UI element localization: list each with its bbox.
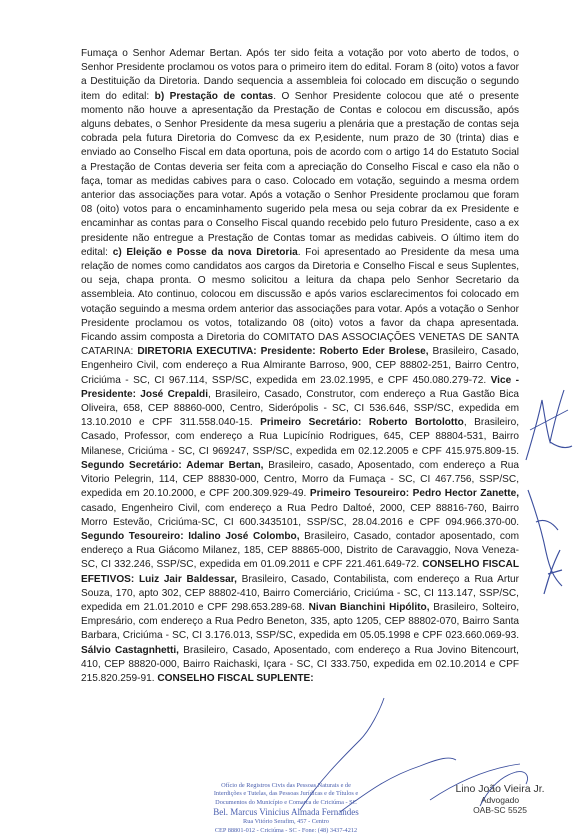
stamp-line-1: Ofício de Registros Civis das Pessoas Naturais e de bbox=[221, 782, 351, 789]
bold-run: Segundo Secretário: Ademar Bertan, bbox=[81, 459, 264, 471]
text-run: Brasileiro, Solteiro, Empresário, com endereço a Rua Pedro Beneton, 335, apto 1205, CEP 88802-070, Bairro Santa Barbara, Criciúma - SC, CI 3.176.013, SSP/SC, expedida em 05.05.1998 e CPF 023.660.069-93. bbox=[81, 601, 519, 642]
text-run: Brasileiro, Casado, contador aposentado, com endereço a Rua Giácomo Milanez, 185, CEP 88865-000, Distrito de Caravaggio, Nova Veneza-SC, CI 332.246, SSP/SC, expedida em 01.09.2011 e CPF 221.461.649-72. bbox=[81, 530, 519, 571]
bold-run: Sálvio Castagnhetti, bbox=[81, 644, 179, 656]
bold-run: c) Eleição e Posse da nova Diretoria bbox=[112, 246, 298, 258]
lawyer-name: Lino João Vieira Jr. bbox=[455, 783, 545, 795]
margin-signature-1 bbox=[520, 380, 576, 470]
bold-run: Nivan Bianchini Hipólito, bbox=[308, 601, 430, 613]
signature-scribble bbox=[280, 680, 540, 820]
bold-run: Primeiro Secretário: Roberto Bortolotto bbox=[260, 417, 464, 429]
bold-run: DIRETORIA EXECUTIVA: Presidente: Roberto Eder Brolese, bbox=[137, 346, 429, 358]
stamp-contact: CEP 88801-012 - Criciúma - SC - Fone: (48) 3437-4212 bbox=[214, 826, 358, 834]
bold-run: CONSELHO FISCAL EFETIVOS: Luiz Jair Baldessar, bbox=[81, 559, 520, 585]
bold-run: Segundo Tesoureiro: Idalino José Colombo, bbox=[81, 530, 300, 542]
bold-run: CONSELHO FISCAL SUPLENTE: bbox=[157, 672, 314, 684]
text-run: Brasileiro, casado, Aposentado, com endereço a Rua Vitorio Pelegrin, 114, CEP 88830-000, Centro, Morro da Fumaça - SC, CI 467.756, SSP/SC, expedida em 20.10.2000, e CPF 200.309.929-49. bbox=[81, 459, 519, 500]
text-run: Fumaça o Senhor Ademar Bertan. Após ter sido feita a votação por voto aberto de todos, o Senhor Presidente proclamou os votos para o primeiro item do edital. Foram 8 (oito) votos a favor a Destituição da Diretoria. Dando sequencia a assembleia foi colocado em discução o segundo item do edital: bbox=[81, 48, 519, 102]
lawyer-oab: OAB-SC 5525 bbox=[473, 805, 527, 815]
text-run: . O Senhor Presidente colocou que até o presente momento não houve a apresentação da Prestação de Contas e colocou em discussão, após alguns debates, o Senhor Presidente da mesa sugeriu a plenária que a prestação de contas seja cobrada pela futura Diretoria do Comvesc da ex P,esidente, num prazo de 30 (trinta) dias e enviado ao Conselho Fiscal em data oportuna, pois de acordo com o artigo 14 do Estatuto Social a Prestação de Contas deveria ser feita com a apreciação do Conselho Fiscal e caso ela não o faça, tomar as medidas cabives para o caso. Colocado em votação, seguindo a mesma ordem anterior das associações para votar. Após a votação o Senhor Presidente proclamou que foram 08 (oito) votos para o encaminhamento sugerido pela mesa ou seja cobrar da ex Presidente e encaminhar as contas para o Conselho Fiscal quando recebido pelo futuro Presidente, caso a ex presidente não entregue a Prestação de Contas tomar as medidas cabiveis. O último item do edital: bbox=[81, 90, 519, 258]
bold-run: Vice - Presidente: José Crepaldi bbox=[81, 374, 520, 400]
text-run: Brasileiro, Casado, Aposentado, com endereço a Rua Jovino Bitencourt, 410, CEP 88820-000, Bairro Raichaski, Içara - SC, CI 333.750, expedida em 02.10.2014 e CPF 215.820.259-91. bbox=[81, 644, 519, 684]
bold-run: Primeiro Tesoureiro: Pedro Hector Zanette, bbox=[309, 488, 519, 500]
margin-initial-mark bbox=[538, 540, 568, 600]
stamp-officer-name: Bel. Marcus Vinicius Almada Fernandes bbox=[213, 807, 359, 818]
stamp-line-2: Interdições e Tutelas, das Pessoas Jurídicas e de Títulos e bbox=[213, 790, 359, 798]
text-run: , Brasileiro, Casado, Construtor, com endereço a Rua Gastão Bica Oliveira, 658, CEP 88860-000, Centro, Siderópolis - SC, CI 536.646, SSP/SC, expedida em 13.10.2010 e CPF 311.558.040-15. bbox=[81, 388, 519, 429]
stamp-address: Rua Vitório Serafim, 457 - Centro bbox=[243, 818, 329, 826]
minutes-paragraph bbox=[81, 47, 519, 686]
lawyer-title: Advogado bbox=[480, 795, 520, 805]
text-run: , Brasileiro, Casado, Professor, com endereço a Rua Lupicínio Rodrigues, 645, CEP 88804-531, Bairro Milanese, Criciúma - SC, CI 969247, SSP/SC, expedida em 02.12.2005 e CPF 415.975.809-15. bbox=[81, 417, 520, 457]
text-run: Brasileiro, Casado, Contabilista, com endereço a Rua Artur Souza, 170, apto 302, CEP 88802-410, Bairro Comerciário, Criciúma - SC, CI 113.147, SSP/SC, expedida em 21.01.2010 e CPF 298.653.289-68. bbox=[81, 573, 519, 613]
text-run: . Foi apresentado ao Presidente da mesa uma relação de nomes como candidatos aos cargos da Diretoria e Conselho Fiscal e seus Suplentes, ou seja, chapa pronta. O mesmo solicitou a leitura da chapa pelo Senhor Secretario da assembleia. Ato continuo, colocou em discussão e após varios esclarecimentos foi colocado em votação seguindo a mesma ordem anterior das associações para votar. Após a votação o Senhor Presidente proclamou os votos, totalizando 08 (oito) votos a favor da chapa apresentada. Ficando assim composta a Diretoria do COMITATO DAS ASSOCIAÇÕES VENETAS DE SANTA CATARINA: bbox=[81, 246, 519, 358]
minutes-text bbox=[81, 47, 519, 686]
text-run: casado, Engenheiro Civil, com endereço a Rua Pedro Daltoé, 2000, CEP 88816-760, Bairro Morro Estevão, Criciúma-SC, CI 600.3435101, SSP/SC, 28.04.2016 e CPF 094.966.370-00. bbox=[81, 502, 519, 528]
text-run: Brasileiro, Casado, Engenheiro Civil, com endereço a Rua Almirante Barroso, 900, CEP 88802-251, Bairro Centro, Criciúma - SC, CI 967.114, SSP/SC, expedida em 23.02.1995, e CPF 450.080.279-72. bbox=[81, 346, 519, 386]
bold-run: b) Prestação de contas bbox=[154, 90, 274, 102]
stamp-line-3: Documentos do Município e Comarca de Criciúma - SC bbox=[215, 798, 357, 806]
